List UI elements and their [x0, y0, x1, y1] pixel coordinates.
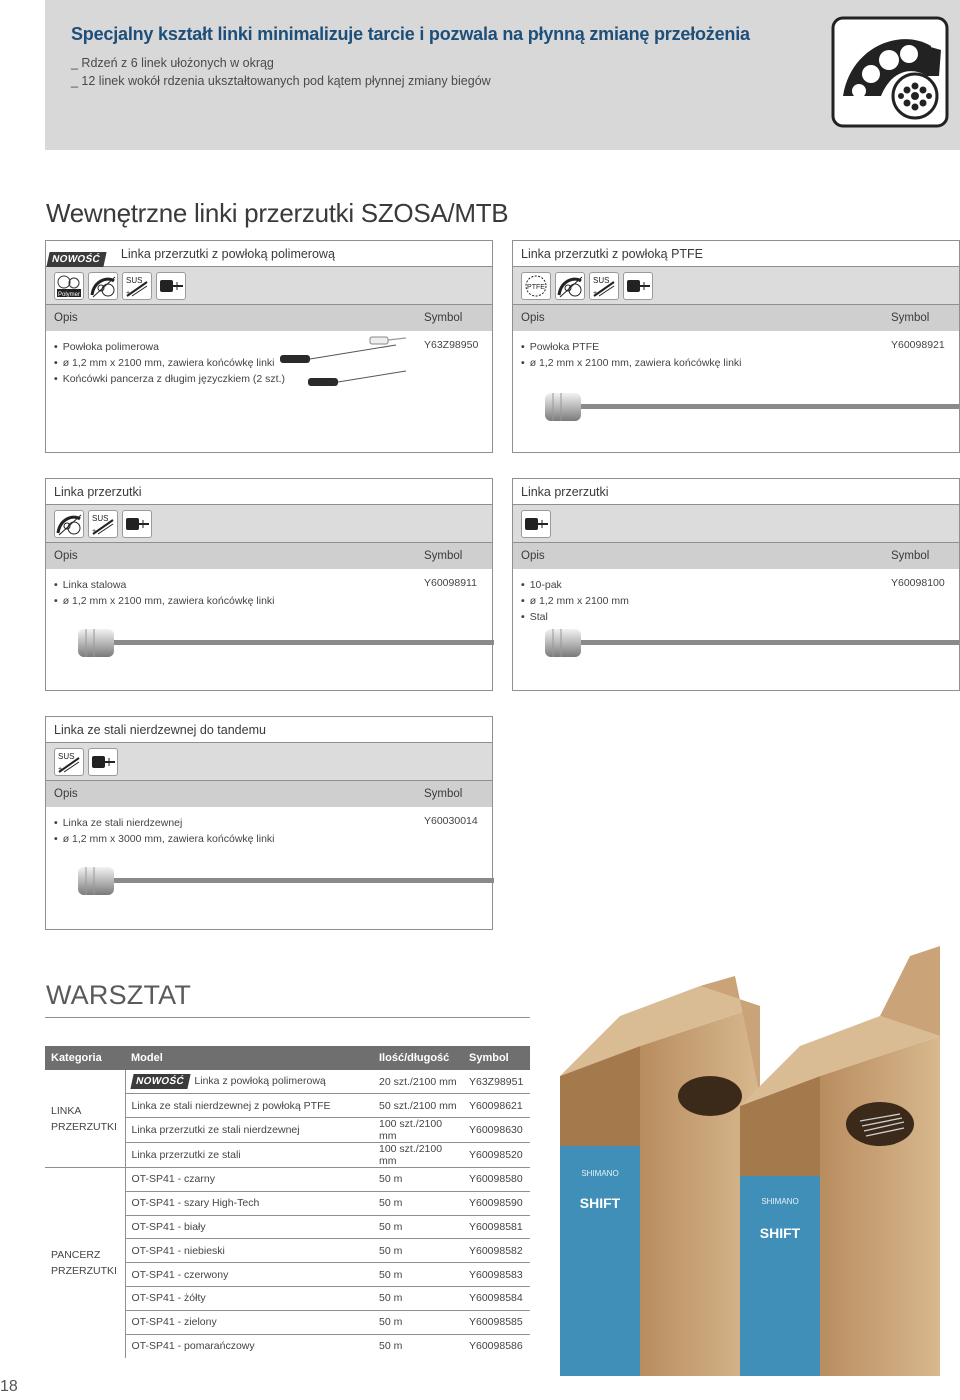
- col-symbol: Symbol: [891, 312, 930, 324]
- description-list: [54, 815, 275, 847]
- col-opis: Opis: [521, 550, 545, 562]
- description-item: • ø 1,2 mm x 2100 mm, zawiera końcówkę linki: [54, 355, 285, 371]
- description-item: • Powłoka PTFE: [521, 339, 742, 355]
- svg-text:+: +: [92, 528, 97, 535]
- description-item: • ø 1,2 mm x 2100 mm, zawiera końcówkę linki: [521, 355, 742, 371]
- product-panel-tandem: [45, 716, 493, 930]
- new-badge: NOWOŚĆ: [46, 252, 106, 267]
- panel-title-text: Linka przerzutki z powłoką polimerową: [120, 247, 335, 261]
- svg-text:+: +: [593, 290, 598, 297]
- col-opis: Opis: [521, 312, 545, 324]
- box-product-label: SHIFT: [759, 1225, 801, 1241]
- symbol-cell: Y60098586: [469, 1340, 523, 1353]
- sus-icon: [54, 748, 84, 776]
- col-symbol: Symbol: [424, 550, 463, 562]
- feature-icons: [46, 267, 492, 305]
- workshop-table: [45, 1046, 530, 1358]
- box-brand-label: SHIMANO: [761, 1197, 799, 1206]
- symbol-cell: Y60098590: [463, 1191, 530, 1215]
- symbol-cell: Y63Z98951: [463, 1070, 530, 1094]
- model-cell: OT-SP41 - żółty: [125, 1287, 373, 1311]
- model-name: Linka z powłoką polimerową: [194, 1075, 326, 1088]
- symbol-cell: Y60098581: [463, 1215, 530, 1239]
- table-header-row: [45, 1046, 530, 1070]
- sus-label: SUS: [593, 276, 610, 285]
- column-header: [46, 781, 492, 807]
- feature-banner: [45, 0, 960, 150]
- sus-label: SUS: [92, 514, 109, 523]
- sus-label: SUS: [126, 276, 143, 285]
- model-cell: OT-SP41 - czerwony: [125, 1263, 373, 1287]
- qty-cell: 50 m: [373, 1287, 463, 1311]
- page-number: 18: [0, 1378, 18, 1395]
- polymer-icon: [54, 272, 84, 300]
- qty-cell: 100 szt./2100 mm: [373, 1118, 463, 1143]
- feature-icons: [513, 267, 959, 305]
- cable-cross-section-icon: [88, 272, 118, 300]
- cable-image: [72, 625, 494, 661]
- cable-cross-section-icon: [555, 272, 585, 300]
- col-symbol: Symbol: [891, 550, 930, 562]
- product-panel-ptfe: [512, 240, 960, 453]
- qty-cell: 100 szt./2100 mm: [373, 1143, 463, 1168]
- product-panel-10-pack: [512, 478, 960, 691]
- model-cell: [125, 1070, 373, 1094]
- new-badge: NOWOŚĆ: [130, 1074, 190, 1089]
- description-item: • Linka ze stali nierdzewnej: [54, 815, 275, 831]
- workshop-boxes-image: [560, 946, 960, 1376]
- header-kategoria: Kategoria: [45, 1046, 125, 1070]
- symbol-cell: Y60098580: [463, 1168, 530, 1192]
- model-cell: OT-SP41 - biały: [125, 1215, 373, 1239]
- product-panel-steel: [45, 478, 493, 691]
- category-cell: [45, 1070, 125, 1168]
- cable-end-icon: [88, 748, 118, 776]
- symbol-cell: Y60098630: [463, 1118, 530, 1143]
- symbol-cell: Y60098520: [463, 1143, 530, 1168]
- qty-cell: 20 szt./2100 mm: [373, 1070, 463, 1094]
- ptfe-icon: [521, 272, 551, 300]
- col-opis: Opis: [54, 788, 78, 800]
- description-item: • ø 1,2 mm x 3000 mm, zawiera końcówkę linki: [54, 831, 275, 847]
- svg-text:+: +: [58, 766, 63, 773]
- feature-icons: [46, 505, 492, 543]
- col-opis: Opis: [54, 550, 78, 562]
- feature-icons: [513, 505, 959, 543]
- description-list: [54, 577, 275, 609]
- model-cell: OT-SP41 - pomarańczowy: [131, 1340, 255, 1353]
- category-line: PRZERZUTKI: [51, 1265, 117, 1278]
- sus-icon: [88, 510, 118, 538]
- table-row: [45, 1168, 530, 1192]
- feature-icons: [46, 743, 492, 781]
- category-line: PANCERZ: [51, 1249, 101, 1262]
- panel-title: [46, 241, 492, 267]
- box-product-label: SHIFT: [579, 1195, 621, 1211]
- banner-line-2: _ 12 linek wokół rdzenia ukształtowanych pod kątem płynnej zmiany biegów: [71, 74, 491, 88]
- description-item: • ø 1,2 mm x 2100 mm, zawiera końcówkę linki: [54, 593, 275, 609]
- panel-body: [46, 807, 492, 929]
- model-cell: Linka przerzutki ze stali nierdzewnej: [125, 1118, 373, 1143]
- qty-cell: 50 m: [373, 1191, 463, 1215]
- cable-end-icon: [156, 272, 186, 300]
- cable-end-icon: [122, 510, 152, 538]
- description-list: [54, 339, 285, 387]
- col-opis: Opis: [54, 312, 78, 324]
- description-item: • Stal: [521, 609, 629, 625]
- workshop-title: WARSZTAT: [46, 980, 192, 1010]
- product-symbol: Y60098100: [891, 577, 945, 589]
- symbol-cell: Y60098585: [463, 1310, 530, 1334]
- cable-image: [72, 863, 494, 899]
- box-brand-label: SHIMANO: [581, 1169, 619, 1178]
- header-model: Model: [125, 1046, 373, 1070]
- col-symbol: Symbol: [424, 312, 463, 324]
- qty-cell: 50 szt./2100 mm: [373, 1094, 463, 1118]
- header-ilosc: Ilość/długość: [373, 1046, 463, 1070]
- description-item: • Powłoka polimerowa: [54, 339, 285, 355]
- header-symbol: Symbol: [463, 1046, 530, 1070]
- model-cell: OT-SP41 - zielony: [125, 1310, 373, 1334]
- qty-cell: 50 m: [373, 1215, 463, 1239]
- description-item: • Linka stalowa: [54, 577, 275, 593]
- cable-end-icon: [521, 510, 551, 538]
- column-header: [513, 305, 959, 331]
- category-cell: [45, 1168, 125, 1358]
- section-title: Wewnętrzne linki przerzutki SZOSA/MTB: [46, 198, 509, 228]
- cable-image: [539, 625, 959, 661]
- table-row: [45, 1070, 530, 1094]
- panel-body: [46, 331, 492, 452]
- sus-label: SUS: [58, 752, 75, 761]
- col-symbol: Symbol: [424, 788, 463, 800]
- description-list: [521, 577, 629, 625]
- product-symbol: Y63Z98950: [424, 339, 479, 351]
- symbol-cell: Y60098582: [463, 1239, 530, 1263]
- model-cell: OT-SP41 - czarny: [125, 1168, 373, 1192]
- svg-text:+: +: [126, 290, 131, 297]
- product-symbol: Y60098911: [424, 577, 477, 589]
- banner-line-1: _ Rdzeń z 6 linek ułożonych w okrąg: [71, 56, 274, 70]
- description-item: • Końcówki pancerza z długim języczkiem (2 szt.): [54, 371, 285, 387]
- model-cell: Linka ze stali nierdzewnej z powłoką PTFE: [125, 1094, 373, 1118]
- qty-cell: 50 m: [373, 1168, 463, 1192]
- category-line: PRZERZUTKI: [51, 1120, 117, 1133]
- panel-body: [513, 569, 959, 690]
- panel-title: Linka przerzutki: [46, 479, 492, 505]
- qty-cell: 50 m: [373, 1310, 463, 1334]
- qty-cell: 50 m: [379, 1340, 403, 1353]
- model-cell: OT-SP41 - szary High-Tech: [125, 1191, 373, 1215]
- cable-cross-section-icon: [54, 510, 84, 538]
- divider: [45, 1017, 530, 1018]
- panel-body: [46, 569, 492, 690]
- panel-body: [513, 331, 959, 452]
- housing-end-caps-image: [278, 335, 428, 399]
- cable-end-icon: [623, 272, 653, 300]
- sus-icon: [122, 272, 152, 300]
- qty-cell: 50 m: [373, 1239, 463, 1263]
- column-header: [46, 543, 492, 569]
- symbol-cell: Y60098621: [463, 1094, 530, 1118]
- panel-title: Linka przerzutki z powłoką PTFE: [513, 241, 959, 267]
- panel-title: Linka ze stali nierdzewnej do tandemu: [46, 717, 492, 743]
- column-header: [46, 305, 492, 331]
- column-header: [513, 543, 959, 569]
- banner-title: Specjalny kształt linki minimalizuje tarcie i pozwala na płynną zmianę przełożenia: [71, 24, 750, 44]
- description-item: • ø 1,2 mm x 2100 mm: [521, 593, 629, 609]
- description-list: [521, 339, 742, 371]
- qty-cell: 50 m: [373, 1263, 463, 1287]
- sus-icon: [589, 272, 619, 300]
- product-symbol: Y60030014: [424, 815, 478, 827]
- polymer-label: Polymer: [57, 292, 81, 298]
- model-cell: OT-SP41 - niebieski: [125, 1239, 373, 1263]
- category-line: LINKA: [51, 1104, 82, 1117]
- product-symbol: Y60098921: [891, 339, 945, 351]
- cable-cross-section-icon: [831, 16, 949, 128]
- ptfe-label: PTFE: [527, 284, 545, 291]
- product-panel-polymer: [45, 240, 493, 453]
- model-cell: Linka przerzutki ze stali: [125, 1143, 373, 1168]
- symbol-cell: Y60098584: [463, 1287, 530, 1311]
- cable-image: [539, 389, 959, 425]
- panel-title: Linka przerzutki: [513, 479, 959, 505]
- description-item: • 10-pak: [521, 577, 629, 593]
- symbol-cell: Y60098583: [463, 1263, 530, 1287]
